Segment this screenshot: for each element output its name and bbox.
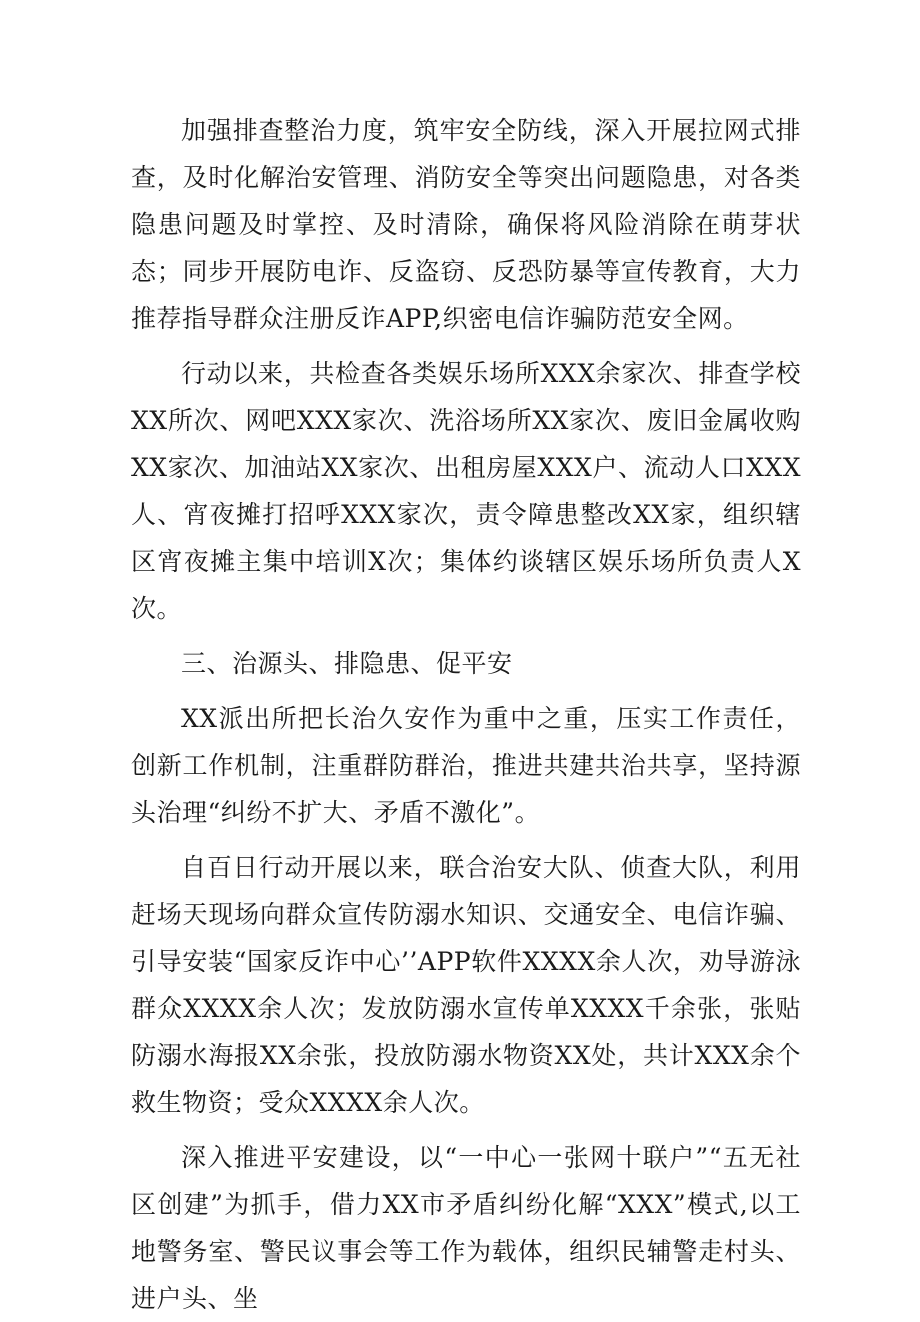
paragraph-action-results: 行动以来，共检查各类娱乐场所XXX余家次、排查学校XX所次、网吧XXX家次、洗浴场所XX家次、废旧金属收购XX家次、加油站XX家次、出租房屋XXX户、流动人口XXX人、宵夜摊打招呼XXX家次，责令障患整改XX家，组织辖区宵夜摊主集中培训X次；集体约谈辖区娱乐场所负责人X次。	[131, 359, 801, 623]
section-heading: 三、治源头、排隐患、促平安	[181, 649, 513, 678]
paragraph-hundred-day-action: 自百日行动开展以来，联合治安大队、侦查大队，利用赶场天现场向群众宣传防溺水知识、交通安全、电信诈骗、引导安装“国家反诈中心’’APP软件XXXX余人次，劝导游泳群众XXXX余人次；发放防溺水宣传单XXXX千余张，张贴防溺水海报XX余张，投放防溺水物资XX处，共计XXX余个救生物资；受众XXXX余人次。	[131, 853, 801, 1117]
paragraph-safety-construction: 深入推进平安建设，以“一中心一张网十联户”“五无社区创建”为抓手，借力XX市矛盾纠纷化解“XXX”模式,以工地警务室、警民议事会等工作为载体，组织民辅警走村头、进户头、坐	[131, 1143, 801, 1313]
paragraph-police-station-responsibility: XX派出所把长治久安作为重中之重，压实工作责任，创新工作机制，注重群防群治，推进共建共治共享，坚持源头治理“纠纷不扩大、矛盾不激化”。	[131, 704, 801, 827]
paragraph-inspection-rectification: 加强排查整治力度，筑牢安全防线，深入开展拉网式排查，及时化解治安管理、消防安全等突出问题隐患，对各类隐患问题及时掌控、及时清除，确保将风险消除在萌芽状态；同步开展防电诈、反盗窃、反恐防暴等宣传教育，大力推荐指导群众注册反诈APP,织密电信诈骗防范安全网。	[131, 116, 801, 333]
document-body	[131, 107, 801, 1322]
